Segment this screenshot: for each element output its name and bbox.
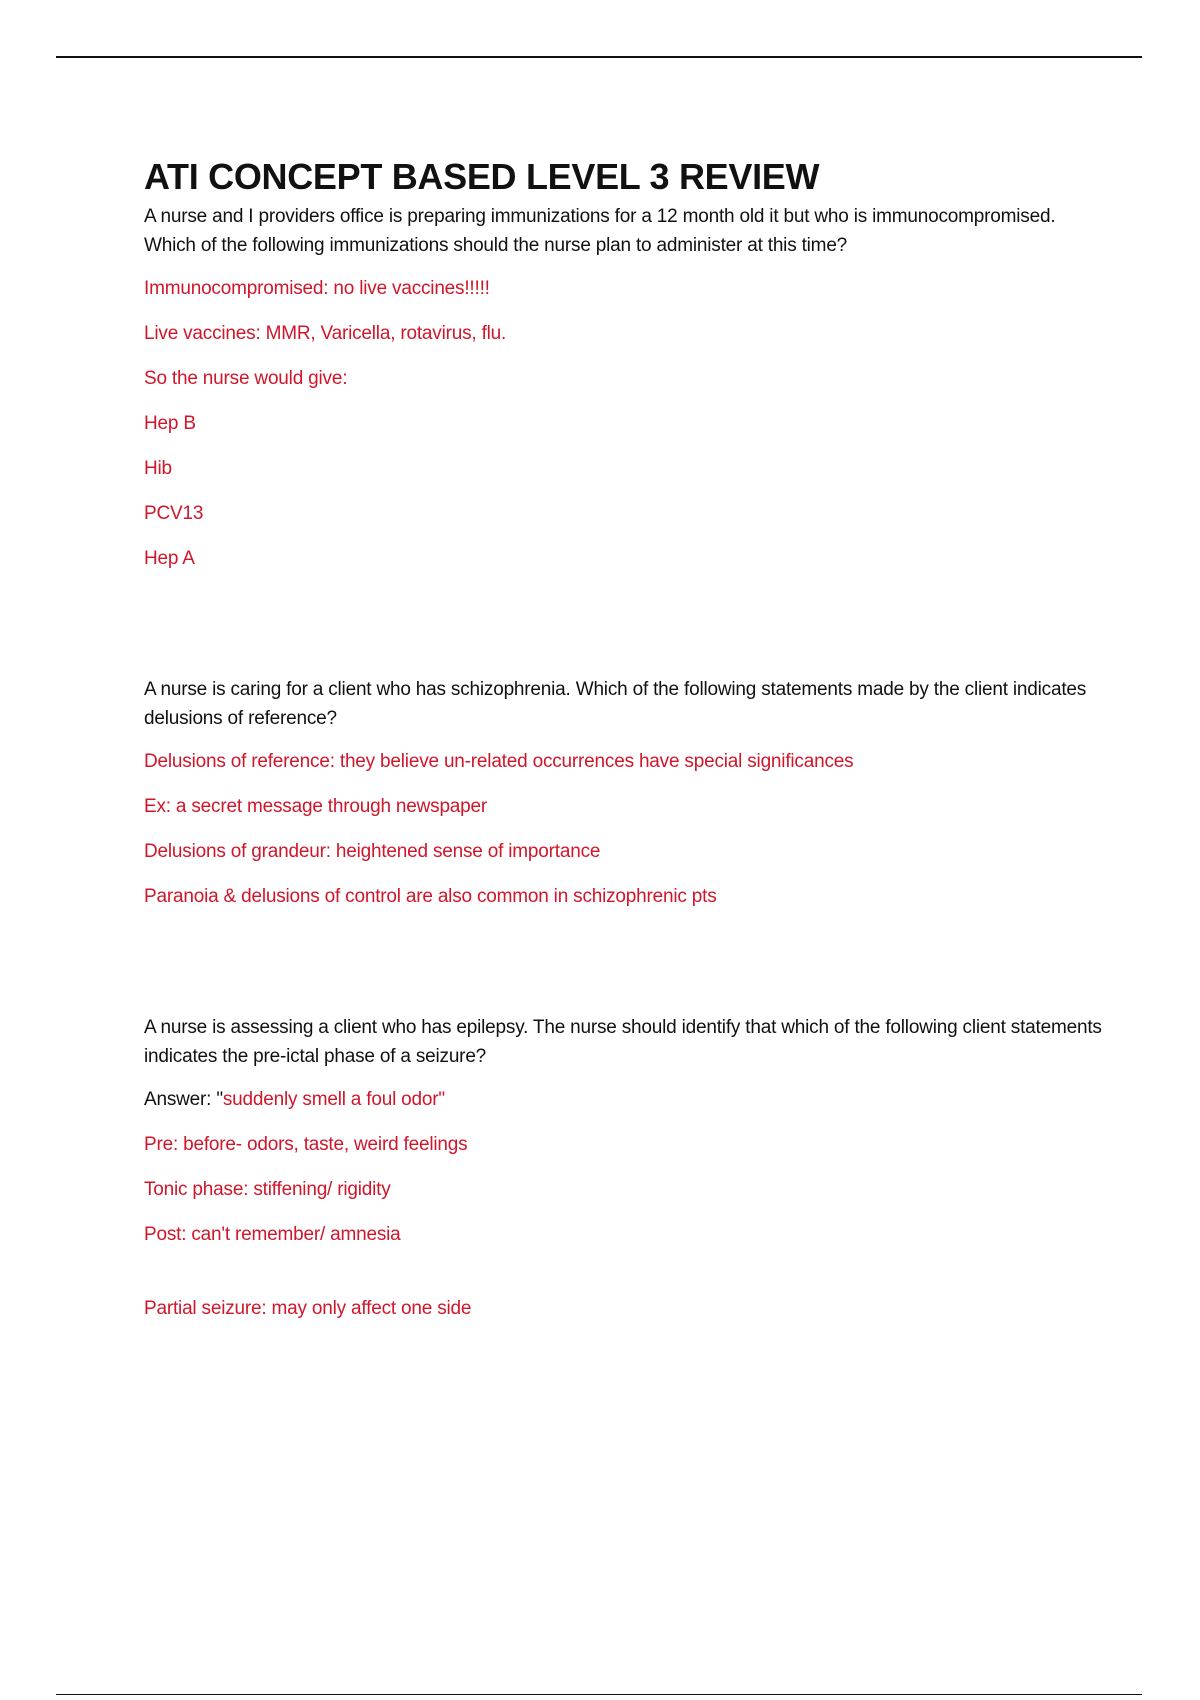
note-1-7: Hep A: [144, 548, 195, 569]
header-rule: [56, 56, 1142, 58]
note-1-2: Live vaccines: MMR, Varicella, rotavirus, flu.: [144, 323, 507, 344]
note-1-3: So the nurse would give:: [144, 368, 348, 389]
document-title: ATI CONCEPT BASED LEVEL 3 REVIEW: [144, 156, 820, 197]
answer-label: Answer: ": [144, 1089, 223, 1110]
question-2-text: A nurse is caring for a client who has schizophrenia. Which of the following statements made by the client indicates delusions of reference?: [144, 679, 1087, 729]
note-1-1: Immunocompromised: no live vaccines!!!!!: [144, 278, 490, 299]
note-1-6: PCV13: [144, 503, 204, 524]
note-2-2: Ex: a secret message through newspaper: [144, 796, 488, 817]
note-1-5: Hib: [144, 458, 172, 479]
footer-rule: [56, 1694, 1142, 1695]
note-3-1: Pre: before- odors, taste, weird feelings: [144, 1134, 468, 1155]
question-1-text: A nurse and I providers office is preparing immunizations for a 12 month old it but who is immunocompromised. Which of the following immunizations should the nurse plan to administer at this time?: [144, 206, 1056, 256]
note-3-3: Post: can't remember/ amnesia: [144, 1224, 401, 1245]
note-3-4: Partial seizure: may only affect one side: [144, 1298, 472, 1319]
question-3-text: A nurse is assessing a client who has epilepsy. The nurse should identify that which of the following client statements indicates the pre-ictal phase of a seizure?: [144, 1017, 1102, 1067]
note-2-3: Delusions of grandeur: heightened sense of importance: [144, 841, 601, 862]
document-page: [144, 152, 1104, 1323]
answer-text: suddenly smell a foul odor": [222, 1089, 445, 1110]
note-2-1: Delusions of reference: they believe un-related occurrences have special significances: [144, 751, 854, 772]
answer-line: [144, 1085, 1104, 1114]
note-3-2: Tonic phase: stiffening/ rigidity: [144, 1179, 391, 1200]
note-1-4: Hep B: [144, 413, 196, 434]
note-2-4: Paranoia & delusions of control are also common in schizophrenic pts: [144, 886, 717, 907]
